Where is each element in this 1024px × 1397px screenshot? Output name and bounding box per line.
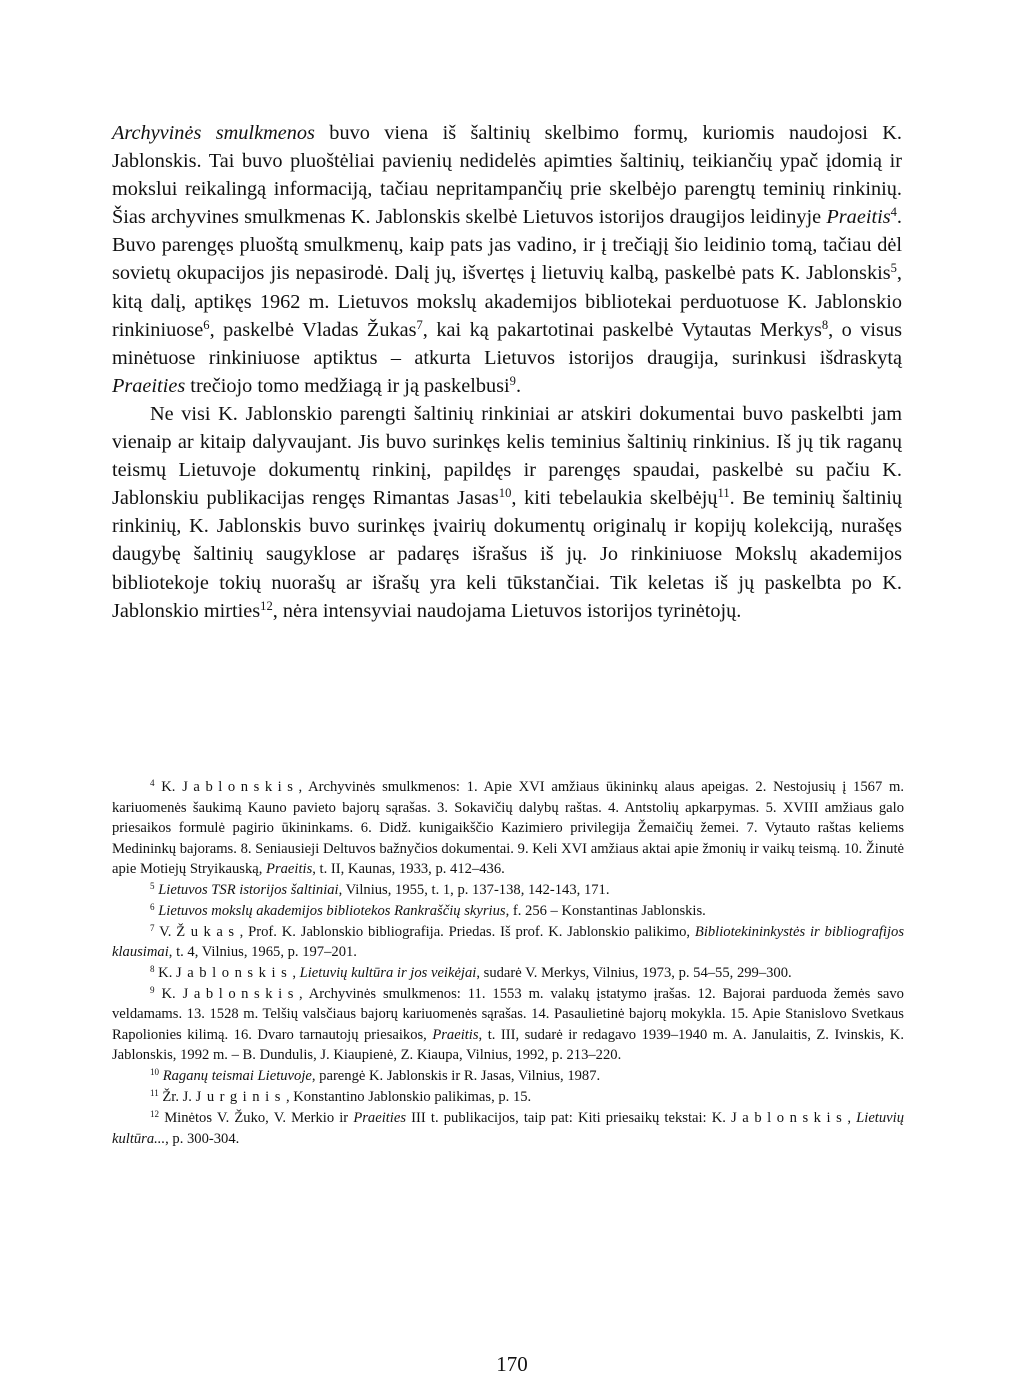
- text-run: , parengė K. Jablonskis ir R. Jasas, Vilnius, 1987.: [311, 1068, 601, 1085]
- text-run: III t. publikacijos, taip pat: Kiti priesaikų tekstai: K.: [406, 1110, 732, 1127]
- text-run: , p. 300-304.: [165, 1130, 240, 1147]
- spaced-name: Žukas: [176, 923, 240, 940]
- italic-text: Lietuvos mokslų akademijos bibliotekos Rankraščių skyrius: [158, 902, 506, 919]
- italic-text: Lietuvių kultūra...: [112, 1110, 904, 1147]
- footnote-ref: 9: [150, 984, 155, 995]
- italic-text: Praeities: [112, 374, 186, 397]
- text-run: , kiti tebelaukia skelbėjų: [511, 487, 718, 510]
- text-run: K.: [154, 779, 183, 795]
- text-run: , t. III, sudarė ir redagavo 1939–1940 m. A. Janulaitis, Z. Ivinskis, K. Jablonskis, 1992 m. – B. Dundulis, J. Kiaupienė, Z. Kiaupa, Vilnius, 1992, p. 213–220.: [112, 1026, 904, 1064]
- text-run: , Prof. K. Jablonskio bibliografija. Priedas. Iš prof. K. Jablonskio palikimo,: [239, 923, 695, 940]
- footnote: [112, 1066, 904, 1087]
- text-run: , t. II, Kaunas, 1933, p. 412–436.: [312, 861, 505, 877]
- spaced-name: Jurginis: [195, 1089, 286, 1106]
- footnote: [112, 963, 904, 984]
- main-paragraph: [112, 119, 902, 400]
- text-run: , paskelbė Vladas Žukas: [209, 318, 417, 341]
- italic-text: Raganų teismai Lietuvoje: [162, 1068, 312, 1085]
- footnote-ref: 11: [717, 486, 730, 501]
- spaced-name: Jablonskis: [176, 965, 293, 982]
- text-run: , Konstantino Jablonskio palikimas, p. 15.: [285, 1089, 532, 1106]
- text-run: , o visus minėtuose rinkiniuose aptiktus – atkurta Lietuvos istorijos draugija, surinkusi išdraskytą: [112, 318, 902, 369]
- text-run: , kitą dalį, aptikęs 1962 m. Lietuvos mokslų akademijos bibliotekai perduotuose K. Jablonskio rinkiniuose: [112, 262, 902, 341]
- text-run: ,: [292, 965, 300, 982]
- italic-text: Praeitis: [266, 861, 313, 877]
- page-number: 170: [496, 1352, 528, 1376]
- footnote: [112, 880, 904, 901]
- text-run: Ne visi K. Jablonskio parengti šaltinių rinkiniai ar atskiri dokumentai buvo paskelbti jam vienaip ar kitaip dalyvaujant. Jis buvo surinkęs kelis teminius šaltinių rinkinius. Iš jų tik raganų teismų Lietuvoje dokumentų rinkinį, papildęs ir parengęs spaudai, paskelbė su pačiu K. Jablonskiu publikacijas rengęs Rimantas Jasas: [112, 402, 902, 510]
- text-run: , nėra intensyviai naudojama Lietuvos istorijos tyrinėtojų.: [272, 599, 742, 622]
- text-run: . Buvo parengęs pluoštą smulkmenų, kaip pats jas vadino, ir į trečiąjį šio leidinio tomą, tačiau dėl sovietų okupacijos jis nepasirodė. Dalį jų, išvertęs į lietuvių kalbą, paskelbė pats K. Jablonskis: [112, 206, 902, 285]
- text-run: , Archyvinės smulkmenos: 11. 1553 m. valakų įstatymo įrašas. 12. Bajorai parduoda žemės savo veldamams. 13. 1528 m. Telšių valsčiaus bajorų kariuomenės sąrašas. 14. Pasaulietinė bajorų mokykla. 15. Apie Stanislovo Svetkaus Rapolionies kilimą. 16. Dvaro tarnautojų priesaikos,: [112, 985, 904, 1043]
- main-paragraph: [112, 400, 902, 625]
- footnote-ref: 12: [150, 1109, 160, 1120]
- spaced-name: Jablonskis: [182, 985, 299, 1002]
- text-run: , sudarė V. Merkys, Vilnius, 1973, p. 54–55, 299–300.: [476, 965, 792, 982]
- footnote: [112, 777, 904, 880]
- text-run: , Archyvinės smulkmenos: 1. Apie XVI amžiaus ūkininkų alaus apeigas. 2. Nestojusių į 1567 m. kariuomenės šaukimą Kauno pavieto bajorų sąrašas. 3. Sokavičių dalybų raštas. 4. Antstolių apkarpymas. 5. XVIII amžiaus galo priesaikos formulė pagirio ūkininkams. 6. Didž. kunigaikščio Kazimiero privilegija Žemaičių žemei. 7. Vytauto raštas keliems Medininkų bajorams. 8. Seniausieji Deltuvos bažnyčios dokumentai. 9. Keli XVI amžiaus aktai apie žmonių ir vaikų teismą. 10. Žinutė apie Motiejų Stryikauską,: [112, 779, 904, 877]
- footnote-ref: 5: [150, 880, 155, 891]
- footnote-ref: 10: [498, 486, 512, 501]
- footnote-ref: 8: [821, 317, 829, 332]
- text-run: ,: [847, 1110, 857, 1127]
- italic-text: Archyvinės smulkmenos: [112, 122, 315, 144]
- footnote-ref: 7: [150, 922, 155, 933]
- italic-text: Lietuvių kultūra ir jos veikėjai: [299, 965, 477, 982]
- italic-text: Bibliotekininkystės ir bibliografijos klausimai: [112, 923, 905, 961]
- text-run: .: [515, 374, 522, 397]
- text-run: buvo viena iš šaltinių skelbimo formų, kuriomis naudojosi K. Jablonskis. Tai buvo pluoštėliai pavienių nedidelės apimties šaltinių, teikiančių ypač įdomią ir mokslui reikalingą informaciją, tačiau nepritampančių prie skelbėjo parengtų teminių rinkinių. Šias archyvines smulkmenas K. Jablonskis skelbė Lietuvos istorijos draugijos leidinyje: [112, 122, 902, 229]
- italic-text: Lietuvos TSR istorijos šaltiniai: [158, 881, 339, 898]
- text-run: K.: [154, 965, 177, 982]
- footnote: [112, 922, 904, 963]
- text-run: . Be teminių šaltinių rinkinių, K. Jablonskis buvo surinkęs įvairių dokumentų originalų ir kopijų kolekciją, nurašęs daugybę šaltinių saugyklose ar padaręs išrašus iš jų. Jo rinkiniuose Mokslų akademijos bibliotekoje tokių nuorašų ar išrašų yra keli tūkstančiai. Tik keletas iš jų paskelbta po K. Jablonskio mirties: [112, 487, 902, 622]
- footnotes: [112, 777, 904, 1150]
- text-run: , kai ką pakartotinai paskelbė Vytautas Merkys: [422, 318, 822, 341]
- footnote-ref: 6: [150, 901, 155, 912]
- text-run: , t. 4, Vilnius, 1965, p. 197–201.: [168, 944, 357, 961]
- text-run: , Vilnius, 1955, t. 1, p. 137-138, 142-143, 171.: [338, 881, 610, 898]
- footnote-ref: 12: [260, 598, 273, 613]
- footnote-ref: 11: [150, 1088, 159, 1099]
- footnote-ref: 7: [416, 317, 423, 332]
- text-run: , f. 256 – Konstantinas Jablonskis.: [505, 902, 706, 919]
- footnote-ref: 6: [203, 317, 210, 332]
- italic-text: Praeitis: [432, 1026, 479, 1043]
- footnote-ref: 10: [150, 1067, 160, 1078]
- text-run: K.: [154, 985, 183, 1002]
- footnote-ref: 4: [890, 205, 897, 220]
- footnote: [112, 1108, 904, 1149]
- footnote: [112, 984, 904, 1066]
- spaced-name: Jablonskis: [182, 779, 299, 795]
- footnote-ref: 8: [150, 964, 155, 975]
- spaced-name: Jablonskis: [731, 1110, 848, 1127]
- text-run: Minėtos V. Žuko, V. Merkio ir: [159, 1110, 354, 1127]
- italic-text: Praeities: [353, 1110, 407, 1127]
- footnote-ref: 9: [509, 373, 516, 388]
- main-text: [112, 119, 902, 625]
- italic-text: Praeitis: [826, 206, 891, 229]
- footnote-ref: 5: [890, 261, 897, 276]
- text-run: Žr. J.: [158, 1089, 196, 1106]
- footnote-ref: 4: [150, 778, 155, 789]
- footnote: [112, 901, 904, 922]
- text-run: V.: [154, 923, 177, 940]
- footnote: [112, 1087, 904, 1108]
- text-run: trečiojo tomo medžiagą ir ją paskelbusi: [185, 374, 510, 397]
